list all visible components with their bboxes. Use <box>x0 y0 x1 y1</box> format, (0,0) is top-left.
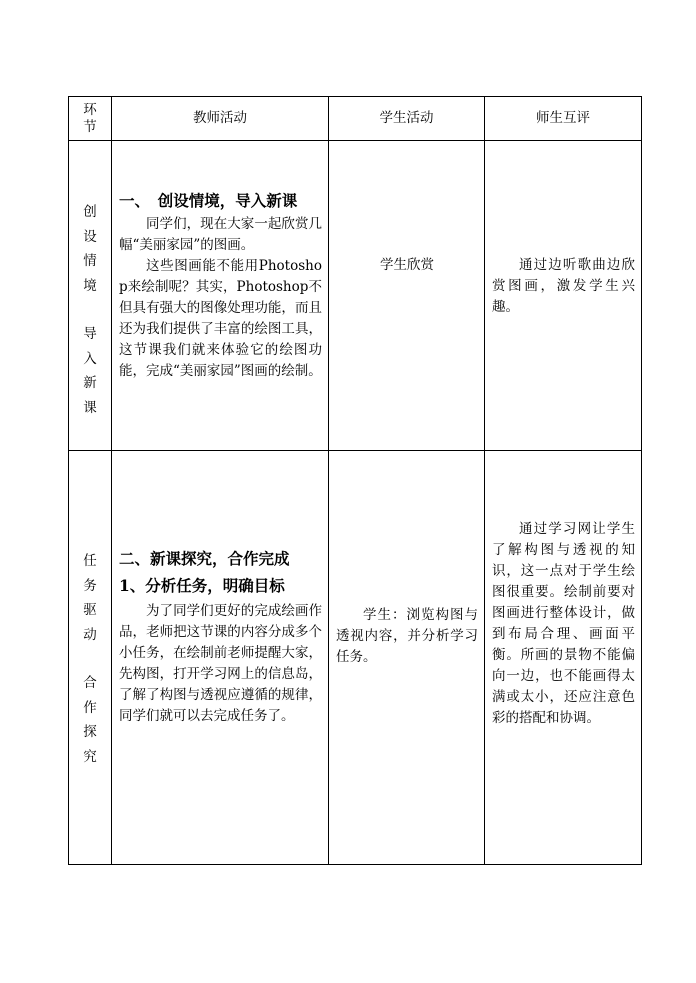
stage-cell <box>69 451 112 865</box>
teacher-paragraph: 为了同学们更好的完成绘画作品，老师把这节课的内容分成多个小任务，在绘制前老师提醒大家，先构图，打开学习网上的信息岛，了解了构图与透视应遵循的规律，同学们就可以去完成任务了。 <box>119 603 322 724</box>
stage-cell <box>69 141 112 451</box>
lesson-plan-table <box>68 96 642 865</box>
peer-review-cell <box>485 451 642 865</box>
student-activity-text: 学生：浏览构图与透视内容，并分析学习任务。 <box>336 607 478 665</box>
stage-char: 任 <box>83 553 97 569</box>
student-activity-cell <box>329 451 485 865</box>
student-activity-text: 学生欣赏 <box>380 257 434 273</box>
header-stage <box>69 97 112 141</box>
peer-review-text: 通过学习网让学生了解构图与透视的知识，这一点对于学生绘图很重要。绘制前要对图画进行整体设计，做到布局合理、画面平衡。所画的景物不能偏向一边，也不能画得太满或太小，还应注意色彩的搭配和协调。 <box>492 521 635 726</box>
stage-char: 合 <box>83 675 97 691</box>
section-heading: 一、 创设情境，导入新课 <box>119 191 298 210</box>
table-row <box>69 451 642 865</box>
stage-char: 境 <box>83 277 97 294</box>
stage-char: 驱 <box>83 602 97 618</box>
stage-char: 设 <box>83 228 97 245</box>
stage-char: 创 <box>83 204 97 220</box>
peer-review-text: 通过边听歌曲边欣赏图画，激发学生兴趣。 <box>492 257 635 315</box>
stage-char: 探 <box>83 724 97 740</box>
header-teacher: 教师活动 <box>112 97 329 141</box>
teacher-paragraph: 这些图画能不能用Photoshop来绘制呢？其实，Photoshop不但具有强大的图像处理功能，而且还为我们提供了丰富的绘图工具，这节课我们就来体验它的绘图功能，完成“美丽家园”图画的绘制。 <box>119 258 322 379</box>
student-activity-cell <box>329 141 485 451</box>
header-student: 学生活动 <box>329 97 485 141</box>
stage-label <box>69 451 111 769</box>
header-peer: 师生互评 <box>485 97 642 141</box>
teacher-activity-cell <box>112 451 329 865</box>
stage-char: 导 <box>83 326 97 342</box>
stage-label <box>69 141 111 420</box>
stage-char: 情 <box>83 253 97 269</box>
header-stage-label: 环节 <box>83 101 97 135</box>
stage-char: 动 <box>83 626 97 643</box>
stage-char: 入 <box>83 350 97 367</box>
stage-char: 新 <box>83 375 97 391</box>
table-row <box>69 141 642 451</box>
stage-char: 课 <box>83 399 97 416</box>
peer-review-cell <box>485 141 642 451</box>
table-header-row <box>69 97 642 141</box>
stage-char: 究 <box>83 748 97 765</box>
teacher-activity-cell <box>112 141 329 451</box>
stage-char: 务 <box>83 577 97 594</box>
section-subheading: 1、分析任务，明确目标 <box>119 576 285 595</box>
stage-char: 作 <box>83 699 97 716</box>
teacher-paragraph: 同学们，现在大家一起欣赏几幅“美丽家园”的图画。 <box>119 216 322 253</box>
section-heading: 二、新课探究，合作完成 <box>119 549 290 568</box>
